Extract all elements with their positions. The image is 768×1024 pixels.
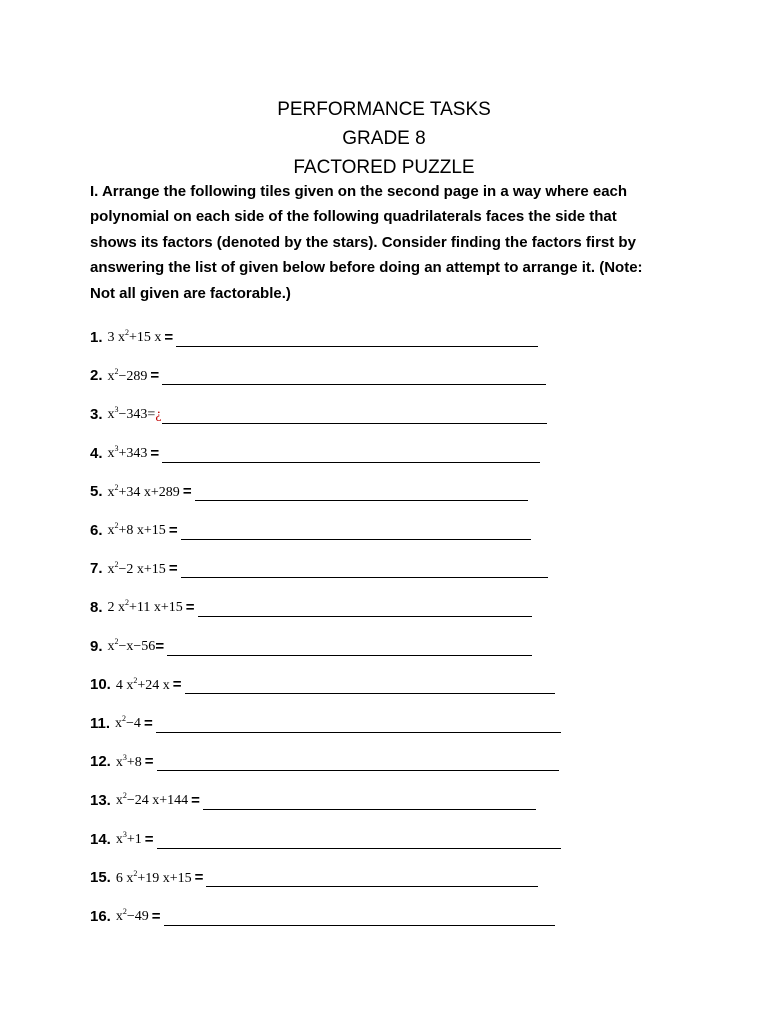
- exponent: 2: [125, 328, 130, 338]
- problem-item: [90, 472, 690, 511]
- answer-blank[interactable]: [206, 872, 538, 887]
- exponent: 2: [125, 598, 130, 608]
- answer-blank[interactable]: [176, 332, 538, 347]
- instruction-line: polynomial on each side of the following quadrilaterals faces the side that: [90, 208, 617, 226]
- problem-number: 16.: [90, 907, 111, 925]
- problem-number: 5.: [90, 483, 103, 501]
- instruction-line: answering the list of given below before doing an attempt to arrange it. (Note:: [90, 259, 643, 277]
- problem-number: 6.: [90, 521, 103, 539]
- problem-item: [90, 434, 690, 473]
- problem-item: [90, 627, 690, 666]
- answer-blank[interactable]: [162, 370, 546, 385]
- instructions-paragraph: [90, 179, 680, 306]
- problem-item: [90, 357, 690, 396]
- exponent: 3: [114, 405, 119, 415]
- answer-blank[interactable]: [156, 718, 561, 733]
- equals-sign: =: [151, 907, 161, 925]
- polynomial-expression: $x^2-2$ x+15: [107, 559, 166, 577]
- exponent: 2: [122, 791, 127, 801]
- polynomial-expression: 3 $x^2+15$ x: [107, 328, 162, 346]
- problem-item: [90, 704, 690, 743]
- polynomial-expression: $x^3+1$: [115, 830, 142, 848]
- answer-blank[interactable]: [198, 602, 532, 617]
- equals-sign: =: [150, 444, 160, 462]
- equals-sign: =: [155, 637, 165, 655]
- polynomial-expression: $x^2-49$: [115, 907, 149, 925]
- answer-blank[interactable]: [181, 525, 531, 540]
- puzzle-title: FACTORED PUZZLE: [293, 157, 475, 178]
- exponent: 2: [114, 521, 119, 531]
- exponent: 2: [114, 482, 119, 492]
- exponent: 3: [122, 830, 127, 840]
- problem-item: [90, 588, 690, 627]
- page-title: PERFORMANCE TASKS: [277, 99, 491, 120]
- answer-blank[interactable]: [157, 756, 559, 771]
- exponent: 3: [122, 752, 127, 762]
- answer-blank[interactable]: [162, 448, 540, 463]
- equals-sign: =: [150, 367, 160, 385]
- polynomial-expression: $x^2-x-56$: [107, 637, 156, 655]
- equals-sign: =: [191, 791, 200, 809]
- problem-item: [90, 858, 690, 897]
- answer-blank[interactable]: [203, 795, 536, 810]
- polynomial-expression: $x^3+343$: [107, 444, 148, 462]
- polynomial-expression: $x^2-4$: [115, 714, 141, 732]
- exponent: 2: [122, 907, 127, 917]
- problem-item: [90, 743, 690, 782]
- problem-list: [90, 318, 690, 936]
- problem-number: 3.: [90, 405, 103, 423]
- equals-sign: =: [168, 560, 178, 578]
- equals-sign: =: [164, 328, 174, 346]
- problem-number: 13.: [90, 791, 111, 809]
- exponent: 2: [122, 714, 127, 724]
- equals-sign: =: [144, 753, 154, 771]
- problem-item: [90, 820, 690, 859]
- answer-blank[interactable]: [157, 834, 561, 849]
- polynomial-expression: 2 $x^2+11$ x+15: [107, 598, 183, 616]
- polynomial-expression: 6 $x^2+19$ x+15: [115, 868, 192, 886]
- problem-number: 9.: [90, 637, 103, 655]
- special-character: ¿: [155, 407, 162, 423]
- equals-sign: =: [144, 830, 154, 848]
- equals-sign: =: [168, 521, 178, 539]
- polynomial-expression: 4 $x^2+24$ x: [115, 675, 170, 693]
- problem-item: [90, 395, 690, 434]
- polynomial-expression: $x^2+34$ x+289: [107, 482, 180, 500]
- answer-blank[interactable]: [164, 911, 555, 926]
- equals-sign: =: [194, 869, 204, 887]
- grade-label: GRADE 8: [342, 128, 426, 149]
- exponent: 3: [114, 444, 119, 454]
- problem-number: 1.: [90, 328, 103, 346]
- problem-item: [90, 550, 690, 589]
- answer-blank[interactable]: [185, 679, 555, 694]
- answer-blank[interactable]: [167, 641, 532, 656]
- exponent: 2: [114, 559, 119, 569]
- exponent: 2: [114, 637, 119, 647]
- problem-item: [90, 781, 690, 820]
- equals-sign: =: [182, 483, 192, 501]
- problem-number: 4.: [90, 444, 103, 462]
- instruction-line: I. Arrange the following tiles given on the second page in a way where each: [90, 183, 628, 200]
- problem-number: 14.: [90, 830, 111, 848]
- equals-sign: =: [143, 714, 153, 732]
- exponent: 2: [133, 868, 138, 878]
- problem-item: [90, 897, 690, 936]
- instruction-line: shows its factors (denoted by the stars). Consider finding the factors first by: [90, 233, 636, 251]
- problem-number: 2.: [90, 367, 103, 385]
- polynomial-expression: $x^3-343=¿$: [107, 405, 162, 423]
- problem-number: 7.: [90, 560, 103, 578]
- exponent: 2: [133, 675, 138, 685]
- instruction-line: Not all given are factorable.): [90, 284, 291, 302]
- answer-blank[interactable]: [195, 486, 528, 501]
- answer-blank[interactable]: [162, 409, 547, 424]
- answer-blank[interactable]: [181, 563, 548, 578]
- polynomial-expression: $x^2-24$ x+144: [115, 791, 189, 809]
- problem-number: 12.: [90, 753, 111, 771]
- title-block: [0, 95, 768, 182]
- polynomial-expression: $x^2+8$ x+15: [107, 521, 166, 539]
- equals-sign: =: [185, 598, 195, 616]
- problem-item: [90, 318, 690, 357]
- equals-sign: =: [172, 676, 182, 694]
- polynomial-expression: $x^3+8$: [115, 752, 142, 770]
- problem-item: [90, 665, 690, 704]
- problem-number: 10.: [90, 676, 111, 694]
- problem-number: 15.: [90, 869, 111, 887]
- problem-number: 8.: [90, 598, 103, 616]
- exponent: 2: [114, 366, 119, 376]
- polynomial-expression: $x^2-289$: [107, 366, 148, 384]
- problem-item: [90, 511, 690, 550]
- problem-number: 11.: [90, 714, 111, 732]
